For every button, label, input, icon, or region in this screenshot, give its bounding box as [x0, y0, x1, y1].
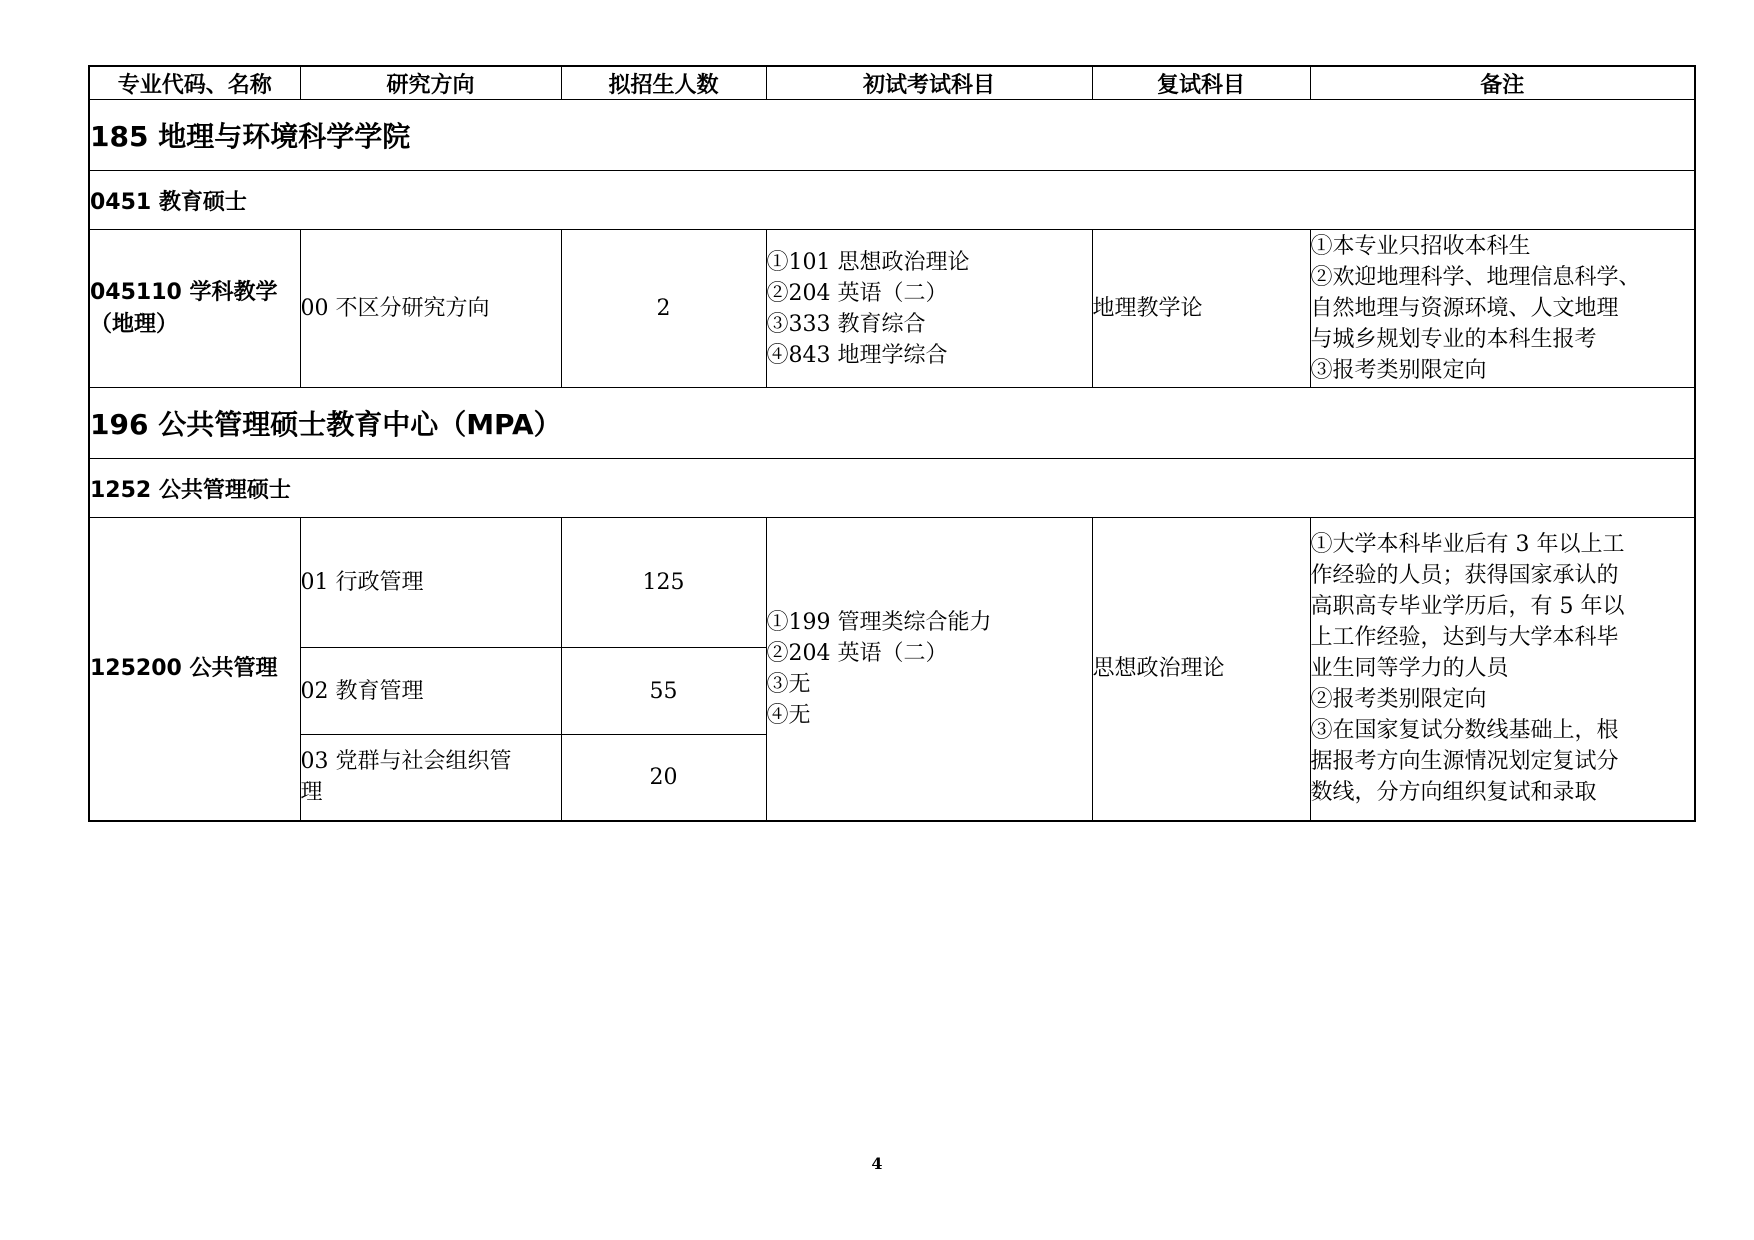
degree-name: 1252 公共管理硕士 [89, 459, 1695, 518]
retest-subject: 地理教学论 [1092, 230, 1310, 388]
college-row [89, 100, 1695, 171]
quota: 125 [561, 518, 766, 648]
retest-subject: 思想政治理论 [1092, 518, 1310, 821]
exam-subjects: ①199 管理类综合能力 ②204 英语（二） ③无 ④无 [766, 518, 1092, 821]
table-row [89, 518, 1695, 648]
header-direction: 研究方向 [300, 66, 561, 100]
table-row [89, 230, 1695, 388]
header-quota: 拟招生人数 [561, 66, 766, 100]
header-major-code: 专业代码、名称 [89, 66, 300, 100]
admissions-table [88, 65, 1696, 822]
research-direction: 00 不区分研究方向 [300, 230, 561, 388]
research-direction: 03 党群与社会组织管 理 [300, 735, 561, 821]
major-code: 125200 公共管理 [89, 518, 300, 821]
header-row [89, 66, 1695, 100]
header-retest-subject: 复试科目 [1092, 66, 1310, 100]
header-notes: 备注 [1310, 66, 1695, 100]
major-code: 045110 学科教学 （地理） [89, 230, 300, 388]
page-number: 4 [871, 1154, 883, 1173]
exam-subjects: ①101 思想政治理论 ②204 英语（二） ③333 教育综合 ④843 地理学综合 [766, 230, 1092, 388]
notes: ①大学本科毕业后有 3 年以上工 作经验的人员；获得国家承认的 高职高专毕业学历后，有 5 年以 上工作经验，达到与大学本科毕 业生同等学力的人员 ②报考类别限定向 ③在国家复试分数线基础上，根 据报考方向生源情况划定复试分 数线，分方向组织复试和录取 [1310, 518, 1695, 821]
research-direction: 01 行政管理 [300, 518, 561, 648]
notes: ①本专业只招收本科生 ②欢迎地理科学、地理信息科学、 自然地理与资源环境、人文地理 与城乡规划专业的本科生报考 ③报考类别限定向 [1310, 230, 1695, 388]
header-exam-subjects: 初试考试科目 [766, 66, 1092, 100]
college-row [89, 388, 1695, 459]
college-name: 185 地理与环境科学学院 [89, 100, 1695, 171]
quota: 20 [561, 735, 766, 821]
college-name: 196 公共管理硕士教育中心（MPA） [89, 388, 1695, 459]
quota: 55 [561, 648, 766, 735]
degree-name: 0451 教育硕士 [89, 171, 1695, 230]
research-direction: 02 教育管理 [300, 648, 561, 735]
degree-row [89, 171, 1695, 230]
degree-row [89, 459, 1695, 518]
quota: 2 [561, 230, 766, 388]
